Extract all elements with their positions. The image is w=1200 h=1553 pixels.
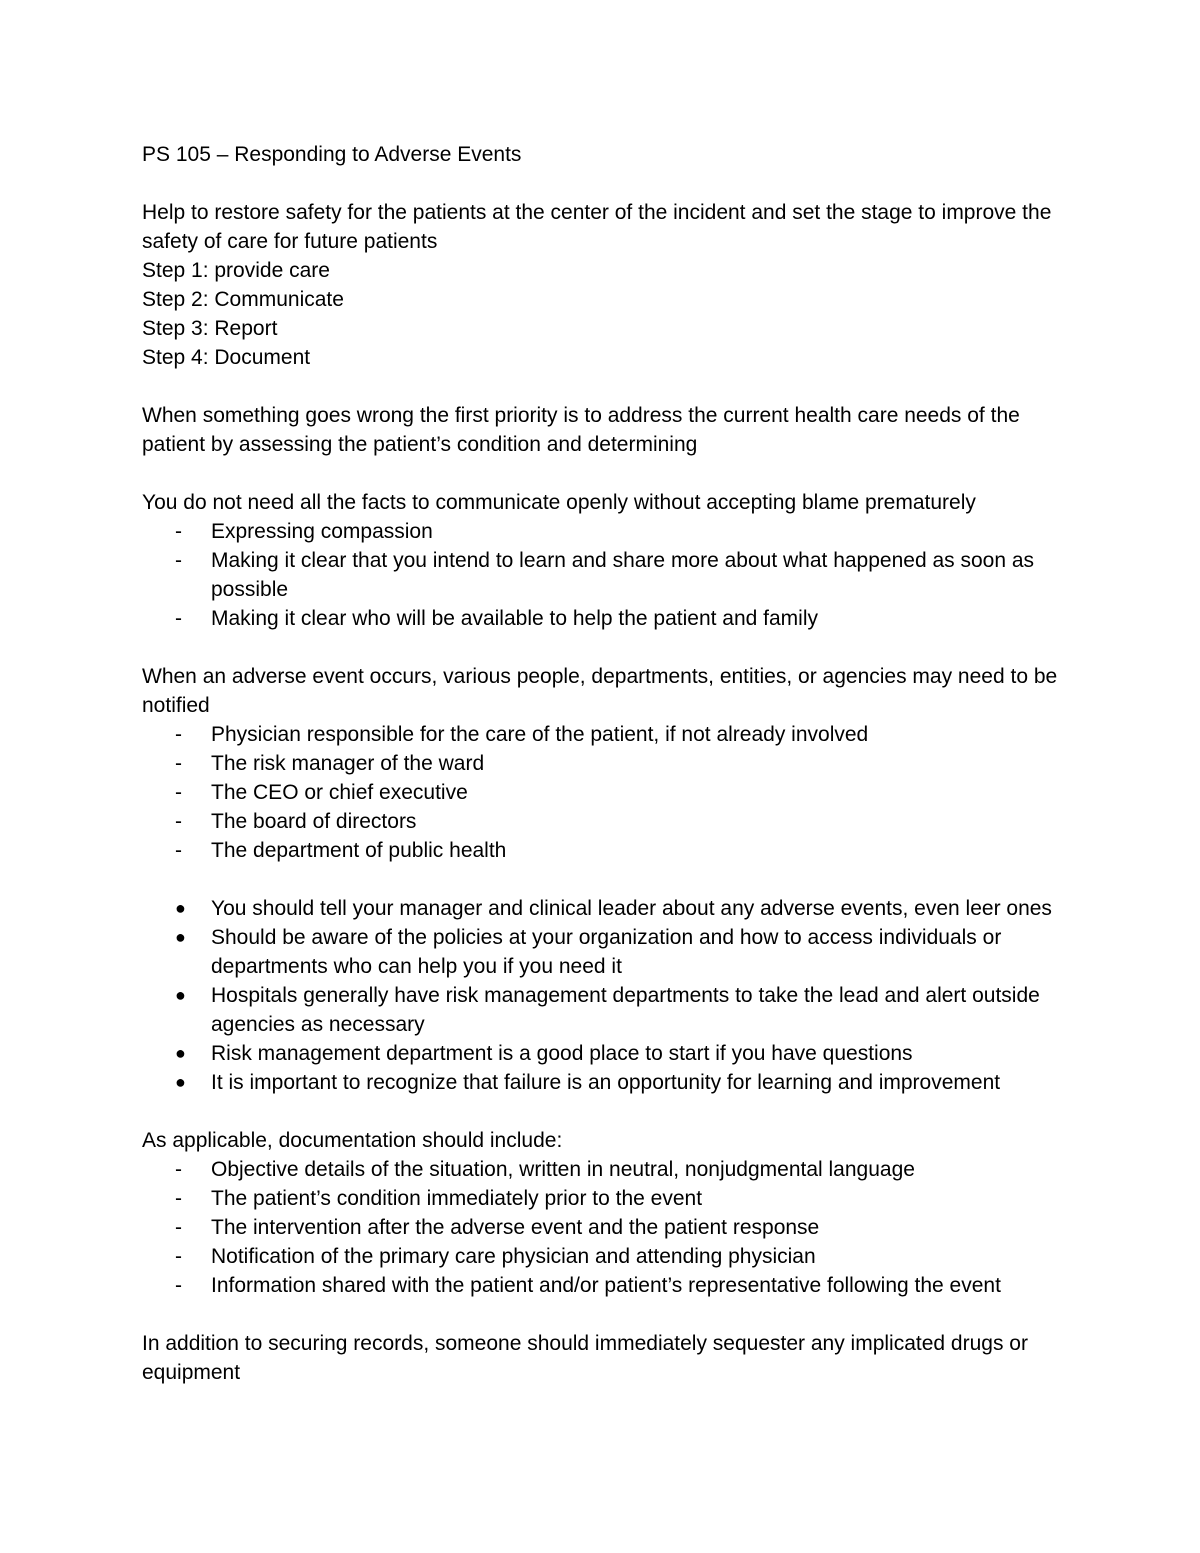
dash-marker: - <box>175 723 182 746</box>
list-item <box>142 807 1072 836</box>
dash-marker: - <box>175 781 182 804</box>
spacer <box>142 633 1072 662</box>
list-item <box>142 1184 1072 1213</box>
step-3: Step 3: Report <box>142 317 278 340</box>
spacer <box>142 459 1072 488</box>
list-item-text: Information shared with the patient and/or patient’s representative following the event <box>211 1274 1001 1297</box>
notify-heading: When an adverse event occurs, various people, departments, entities, or agencies may need to be notified <box>142 665 1058 717</box>
dash-marker: - <box>175 752 182 775</box>
list-item <box>142 517 1072 546</box>
list-item-text: The intervention after the adverse event and the patient response <box>211 1216 820 1239</box>
bullet-marker: ● <box>175 985 186 1005</box>
list-item-text: The department of public health <box>211 839 507 862</box>
list-item <box>142 836 1072 865</box>
dash-marker: - <box>175 1274 182 1297</box>
list-item <box>142 778 1072 807</box>
dash-marker: - <box>175 839 182 862</box>
list-item <box>142 1068 1072 1097</box>
list-item-text: Should be aware of the policies at your organization and how to access individuals or departments who can help you if you need it <box>211 926 1002 978</box>
step-2: Step 2: Communicate <box>142 288 344 311</box>
communicate-heading: You do not need all the facts to communicate openly without accepting blame prematurely <box>142 491 976 514</box>
list-item <box>142 1242 1072 1271</box>
dash-marker: - <box>175 1158 182 1181</box>
dash-marker: - <box>175 1245 182 1268</box>
spacer <box>142 372 1072 401</box>
dash-marker: - <box>175 1216 182 1239</box>
list-item <box>142 604 1072 633</box>
spacer <box>142 1300 1072 1329</box>
documentation-list <box>142 1155 1072 1300</box>
list-item <box>142 749 1072 778</box>
bullet-marker: ● <box>175 1072 186 1092</box>
dash-marker: - <box>175 549 182 572</box>
list-item-text: The CEO or chief executive <box>211 781 468 804</box>
list-item-text: You should tell your manager and clinical leader about any adverse events, even leer ones <box>211 897 1052 920</box>
communicate-list <box>142 517 1072 633</box>
list-item-text: Notification of the primary care physician and attending physician <box>211 1245 816 1268</box>
step-1: Step 1: provide care <box>142 259 330 282</box>
list-item-text: The risk manager of the ward <box>211 752 485 775</box>
list-item <box>142 546 1072 604</box>
spacer <box>142 1097 1072 1126</box>
list-item <box>142 720 1072 749</box>
document-title: PS 105 – Responding to Adverse Events <box>142 143 522 166</box>
list-item-text: Expressing compassion <box>211 520 433 543</box>
dash-marker: - <box>175 810 182 833</box>
list-item-text: The patient’s condition immediately prior to the event <box>211 1187 703 1210</box>
documentation-heading: As applicable, documentation should include: <box>142 1129 563 1152</box>
list-item-text: Objective details of the situation, written in neutral, nonjudgmental language <box>211 1158 915 1181</box>
list-item-text: Making it clear that you intend to learn and share more about what happened as soon as possible <box>211 549 1035 601</box>
bullet-marker: ● <box>175 898 186 918</box>
step-4: Step 4: Document <box>142 346 311 369</box>
list-item-text: Physician responsible for the care of the patient, if not already involved <box>211 723 869 746</box>
notify-list <box>142 720 1072 865</box>
closing-paragraph: In addition to securing records, someone should immediately sequester any implicated drugs or equipment <box>142 1332 1028 1384</box>
list-item <box>142 981 1072 1039</box>
list-item-text: Risk management department is a good place to start if you have questions <box>211 1042 913 1065</box>
list-item <box>142 923 1072 981</box>
list-item <box>142 1039 1072 1068</box>
bullet-marker: ● <box>175 927 186 947</box>
dash-marker: - <box>175 520 182 543</box>
list-item <box>142 1213 1072 1242</box>
list-item-text: Making it clear who will be available to help the patient and family <box>211 607 819 630</box>
document-page <box>142 140 1072 1387</box>
list-item <box>142 894 1072 923</box>
guidance-bullet-list <box>142 894 1072 1097</box>
dash-marker: - <box>175 1187 182 1210</box>
intro-paragraph: Help to restore safety for the patients at the center of the incident and set the stage to improve the safety of care for future patients <box>142 201 1052 253</box>
spacer <box>142 865 1072 894</box>
first-priority-paragraph: When something goes wrong the first priority is to address the current health care needs of the patient by assessing the patient’s condition and determining <box>142 404 1020 456</box>
list-item-text: Hospitals generally have risk management departments to take the lead and alert outside agencies as necessary <box>211 984 1040 1036</box>
list-item-text: The board of directors <box>211 810 417 833</box>
list-item <box>142 1271 1072 1300</box>
list-item-text: It is important to recognize that failure is an opportunity for learning and improvement <box>211 1071 1001 1094</box>
dash-marker: - <box>175 607 182 630</box>
list-item <box>142 1155 1072 1184</box>
bullet-marker: ● <box>175 1043 186 1063</box>
spacer <box>142 169 1072 198</box>
